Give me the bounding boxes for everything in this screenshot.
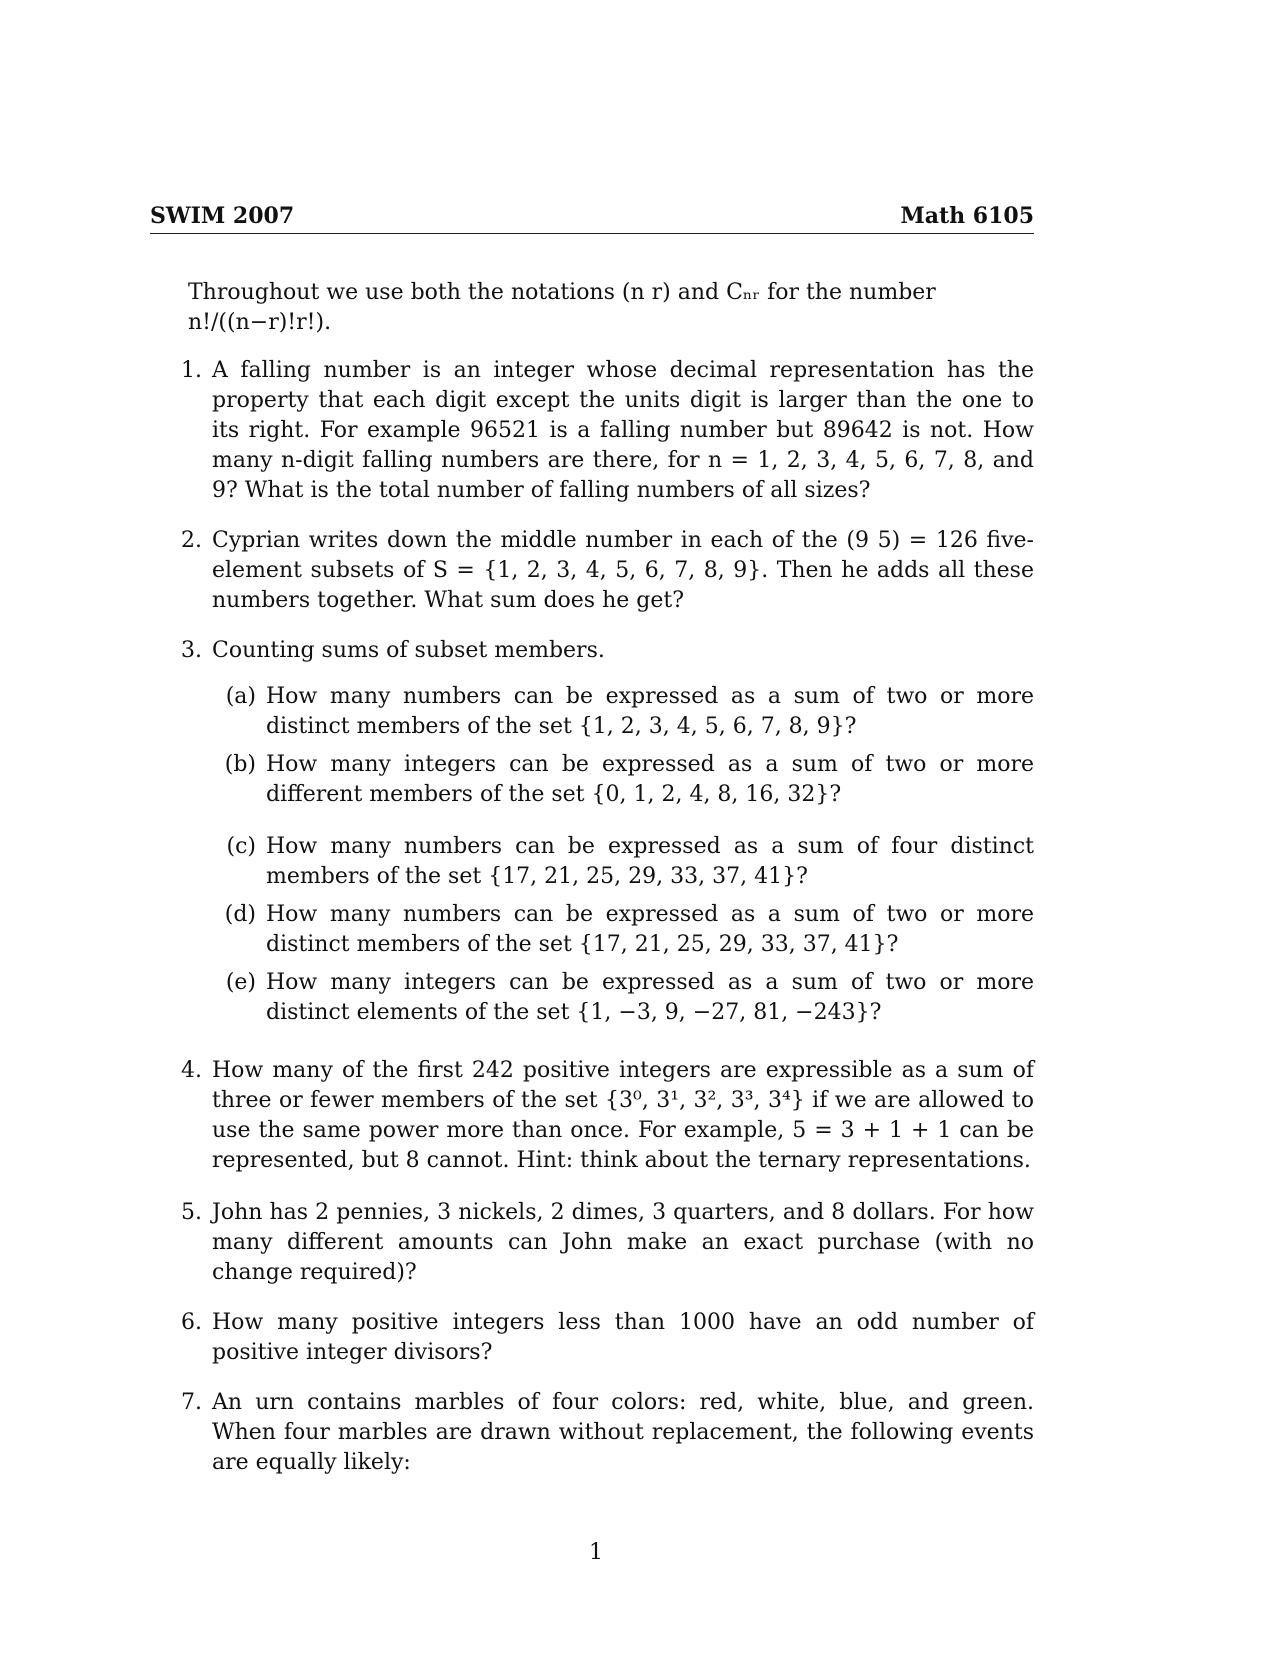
subpart-text: How many integers can be expressed as a sum of two or more different members of the set {0, 1, 2, 4, 8, 16, 32}? (266, 752, 1034, 807)
subpart-a (212, 682, 1034, 742)
subpart-label: (e) (225, 970, 256, 995)
problem-4 (150, 1056, 1034, 1176)
problem-1 (150, 356, 1034, 506)
subpart-c (212, 832, 1034, 892)
subpart-d (212, 900, 1034, 960)
problem-2 (150, 526, 1034, 616)
problem-block (212, 636, 1034, 1036)
problem-number: 7. (181, 1390, 202, 1415)
page-number: 1 (589, 1540, 603, 1565)
subpart-list (212, 682, 1034, 1028)
problem-text: A falling number is an integer whose decimal representation has the property that each digit except the units digit is larger than the one to its right. For example 96521 is a falling number but 89642 is not. How many n-digit falling numbers are there, for n = 1, 2, 3, 4, 5, 6, 7, 8, and 9? What is the total number of falling numbers of all sizes? (212, 358, 1034, 503)
subpart-e (212, 968, 1034, 1028)
header-right: Math 6105 (900, 203, 1034, 229)
subpart-text: How many numbers can be expressed as a sum of two or more distinct members of the set {17, 21, 25, 29, 33, 37, 41}? (266, 902, 1034, 957)
problem-number: 1. (181, 358, 202, 383)
subpart-label: (b) (224, 752, 256, 777)
problem-3 (150, 636, 1034, 1036)
problem-5 (150, 1198, 1034, 1288)
intro-paragraph: Throughout we use both the notations (n r) and Cₙᵣ for the number n!/((n−r)!r!). (188, 280, 936, 335)
problem-number: 6. (181, 1310, 202, 1335)
document-body (150, 278, 1034, 1498)
subpart-label: (d) (224, 902, 256, 927)
problem-text: Cyprian writes down the middle number in each of the (9 5) = 126 five-element subsets of S = {1, 2, 3, 4, 5, 6, 7, 8, 9}. Then he adds all these numbers together. What sum does he get? (212, 528, 1034, 613)
problem-number: 4. (181, 1058, 202, 1083)
subpart-text: How many numbers can be expressed as a sum of four distinct members of the set {17, 21, 25, 29, 33, 37, 41}? (266, 834, 1034, 889)
problem-text: How many of the first 242 positive integers are expressible as a sum of three or fewer members of the set {3⁰, 3¹, 3², 3³, 3⁴} if we are allowed to use the same power more than once. For example, 5 = 3 + 1 + 1 can be represented, but 8 cannot. Hint: think about the ternary representations. (212, 1058, 1034, 1173)
problem-text: How many positive integers less than 1000 have an odd number of positive integer divisors? (212, 1310, 1034, 1365)
problem-text: John has 2 pennies, 3 nickels, 2 dimes, 3 quarters, and 8 dollars. For how many different amounts can John make an exact purchase (with no change required)? (212, 1200, 1034, 1285)
problem-7 (150, 1388, 1034, 1478)
problem-number: 3. (181, 638, 202, 663)
subpart-b (212, 750, 1034, 810)
problem-number: 5. (181, 1200, 202, 1225)
subpart-text: How many numbers can be expressed as a sum of two or more distinct members of the set {1, 2, 3, 4, 5, 6, 7, 8, 9}? (266, 684, 1034, 739)
page-header (150, 203, 1034, 234)
subpart-label: (c) (226, 834, 256, 859)
problem-number: 2. (181, 528, 202, 553)
header-left: SWIM 2007 (150, 203, 295, 229)
subpart-label: (a) (225, 684, 256, 709)
problem-6 (150, 1308, 1034, 1368)
problem-text: An urn contains marbles of four colors: red, white, blue, and green. When four marbles are drawn without replacement, the following events are equally likely: (212, 1390, 1034, 1475)
problem-text: Counting sums of subset members. (212, 638, 605, 663)
subpart-text: How many integers can be expressed as a sum of two or more distinct elements of the set {1, −3, 9, −27, 81, −243}? (266, 970, 1034, 1025)
